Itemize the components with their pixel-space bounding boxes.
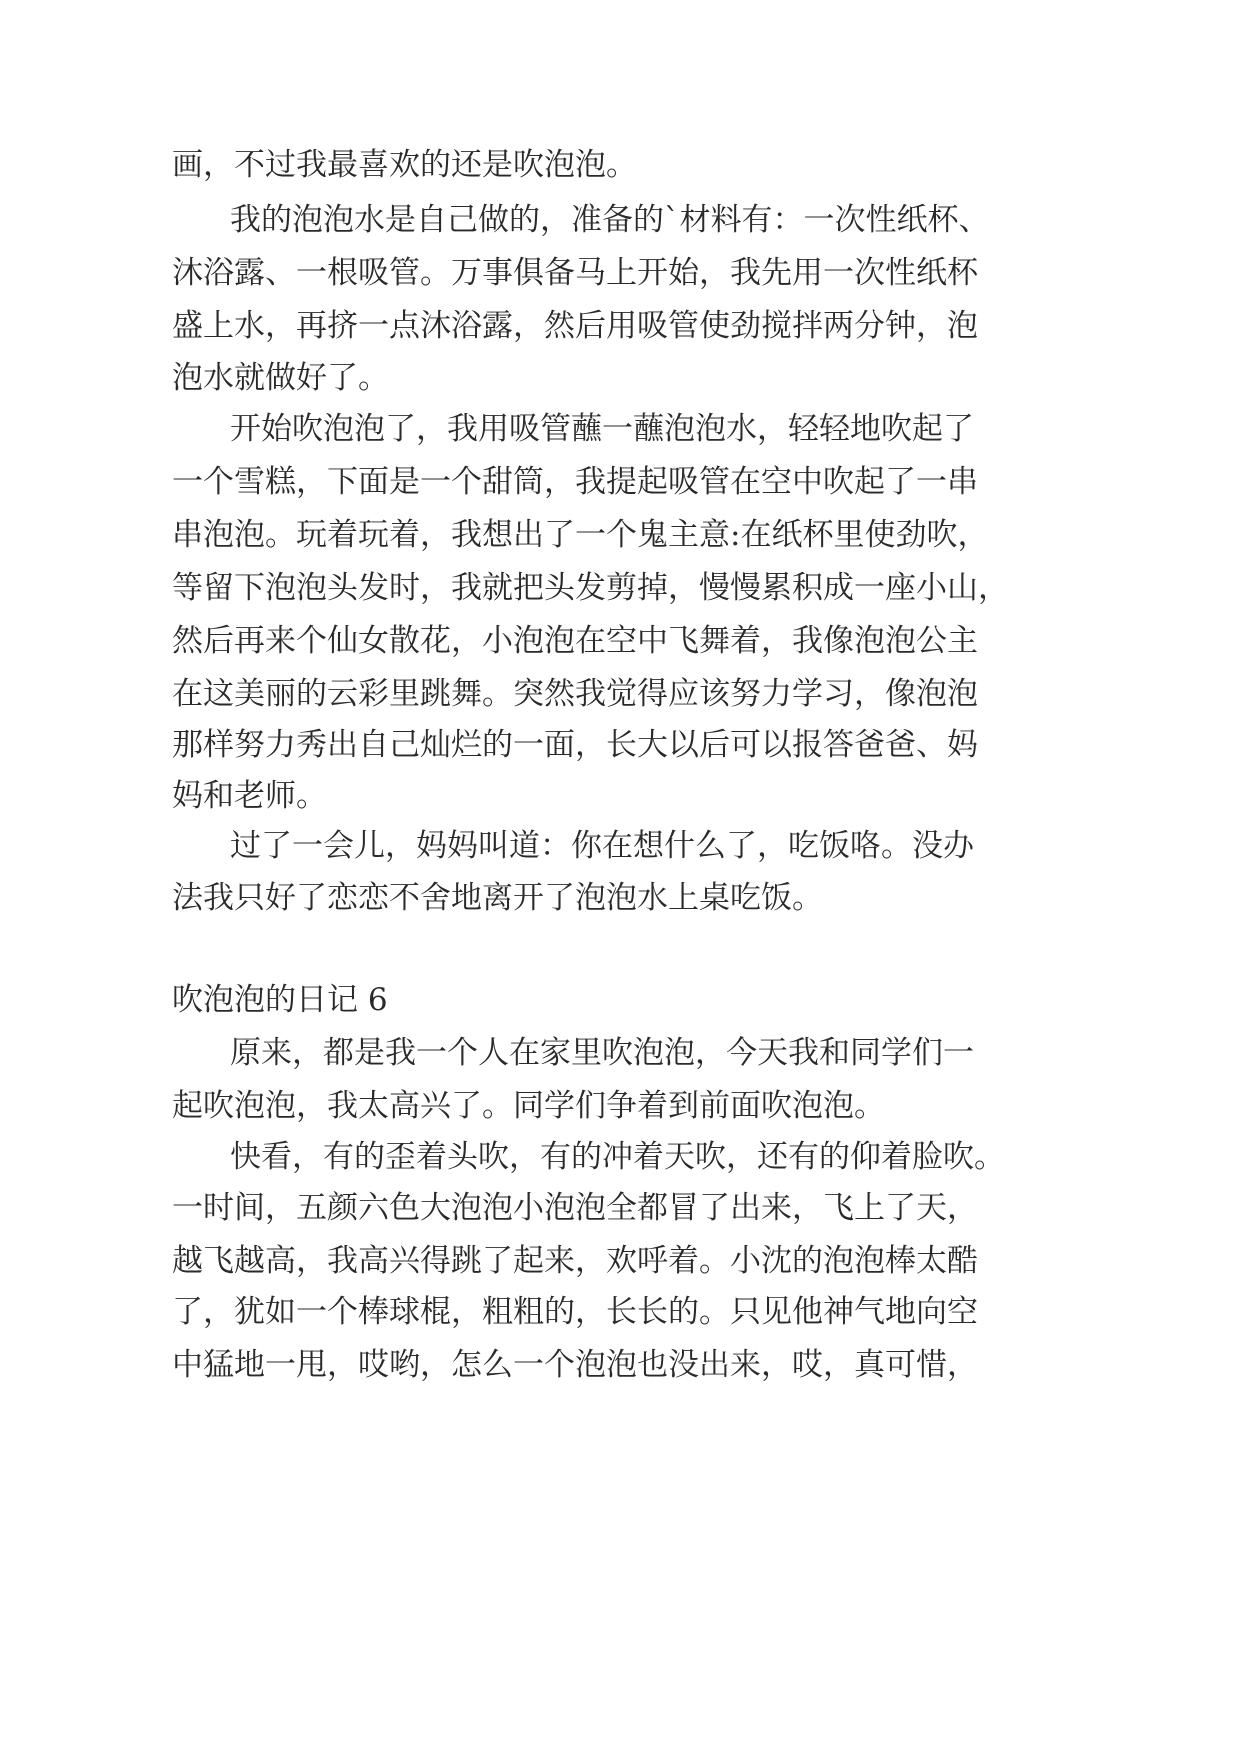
text-line bbox=[0, 1337, 1241, 1393]
text-line bbox=[0, 350, 1241, 406]
heading-text: 吹泡泡的日记 6 bbox=[172, 982, 388, 1018]
text-line bbox=[0, 454, 1241, 510]
text-line bbox=[0, 1180, 1241, 1236]
line-text: 越飞越高，我高兴得跳了起来，欢呼着。小沈的泡泡棒太酷 bbox=[172, 1243, 978, 1279]
text-line bbox=[0, 717, 1241, 773]
line-text: 等留下泡泡头发时，我就把头发剪掉，慢慢累积成一座小山， bbox=[172, 570, 1009, 606]
section-heading bbox=[0, 972, 1241, 1028]
line-text: 快看，有的歪着头吹，有的冲着天吹，还有的仰着脸吹。 bbox=[230, 1139, 1005, 1175]
text-line bbox=[0, 1078, 1241, 1134]
line-text: 原来，都是我一个人在家里吹泡泡，今天我和同学们一 bbox=[230, 1035, 974, 1071]
line-text: 泡水就做好了。 bbox=[172, 360, 389, 396]
line-text: 我的泡泡水是自己做的，准备的`材料有：一次性纸杯、 bbox=[230, 202, 990, 238]
line-text: 开始吹泡泡了，我用吸管蘸一蘸泡泡水，轻轻地吹起了 bbox=[230, 411, 974, 447]
paragraph-first-line bbox=[0, 401, 1241, 457]
line-text: 起吹泡泡，我太高兴了。同学们争着到前面吹泡泡。 bbox=[172, 1088, 885, 1124]
text-line bbox=[0, 245, 1241, 301]
paragraph-first-line bbox=[0, 192, 1241, 248]
text-line bbox=[0, 137, 1241, 193]
line-text: 然后再来个仙女散花，小泡泡在空中飞舞着，我像泡泡公主 bbox=[172, 623, 978, 659]
paragraph-first-line bbox=[0, 818, 1241, 874]
line-text: 一个雪糕，下面是一个甜筒，我提起吸管在空中吹起了一串 bbox=[172, 464, 978, 500]
line-text: 了，犹如一个棒球棍，粗粗的，长长的。只见他神气地向空 bbox=[172, 1294, 978, 1330]
text-line bbox=[0, 507, 1241, 563]
paragraph-first-line bbox=[0, 1025, 1241, 1081]
text-line bbox=[0, 613, 1241, 669]
line-text: 画，不过我最喜欢的还是吹泡泡。 bbox=[172, 147, 637, 183]
line-text: 过了一会儿，妈妈叫道：你在想什么了，吃饭咯。没办 bbox=[230, 828, 974, 864]
text-line bbox=[0, 870, 1241, 926]
line-text: 在这美丽的云彩里跳舞。突然我觉得应该努力学习，像泡泡 bbox=[172, 676, 978, 712]
text-line bbox=[0, 298, 1241, 354]
text-line bbox=[0, 560, 1241, 616]
text-line bbox=[0, 1284, 1241, 1340]
text-line bbox=[0, 666, 1241, 722]
text-line bbox=[0, 1233, 1241, 1289]
line-text: 沐浴露、一根吸管。万事俱备马上开始，我先用一次性纸杯 bbox=[172, 255, 978, 291]
line-text: 串泡泡。玩着玩着，我想出了一个鬼主意:在纸杯里使劲吹， bbox=[172, 517, 989, 553]
text-line bbox=[0, 768, 1241, 824]
line-text: 妈和老师。 bbox=[172, 778, 327, 814]
line-text: 中猛地一甩，哎哟，怎么一个泡泡也没出来，哎，真可惜， bbox=[172, 1347, 978, 1383]
paragraph-first-line bbox=[0, 1129, 1241, 1185]
line-text: 法我只好了恋恋不舍地离开了泡泡水上桌吃饭。 bbox=[172, 880, 823, 916]
line-text: 盛上水，再挤一点沐浴露，然后用吸管使劲搅拌两分钟，泡 bbox=[172, 308, 978, 344]
line-text: 那样努力秀出自己灿烂的一面，长大以后可以报答爸爸、妈 bbox=[172, 727, 978, 763]
line-text: 一时间，五颜六色大泡泡小泡泡全都冒了出来，飞上了天， bbox=[172, 1190, 978, 1226]
